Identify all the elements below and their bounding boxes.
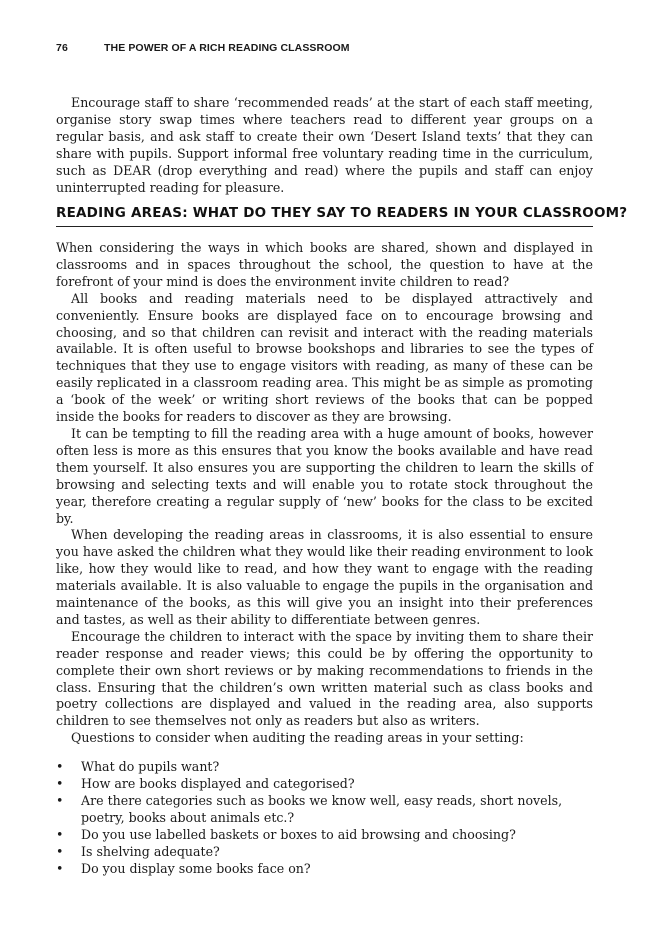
- body-paragraph: It can be tempting to fill the reading area with a huge amount of books, however often less is more as this ensures that you know the books available and have read them yourself. It also ensures you are supporting the children to learn the skills of browsing and selecting texts and will enable you to rotate stock throughout the year, therefore creating a regular supply of ‘new’ books for the class to be excited by.: [56, 425, 593, 526]
- section-heading-block: [56, 205, 628, 227]
- intro-section: [56, 95, 593, 196]
- body-paragraph: Encourage the children to interact with the space by inviting them to share their reader response and reader views; this could be by offering the opportunity to complete their own short reviews or by making recommendations to friends in the class. Ensuring that the children’s own written material such as class books and poetry collections are displayed and valued in the reading area, also supports children to see themselves not only as readers but also as writers.: [56, 628, 593, 729]
- list-item: [56, 844, 593, 861]
- bullet-icon: •: [56, 793, 64, 808]
- list-item: [56, 793, 593, 827]
- list-item-text: Do you use labelled baskets or boxes to aid browsing and choosing?: [81, 826, 516, 842]
- list-item-text: How are books displayed and categorised?: [81, 776, 355, 792]
- list-item: [56, 861, 593, 878]
- list-item: [56, 827, 593, 844]
- body-paragraph: All books and reading materials need to be displayed attractively and conveniently. Ensure books are displayed face on to encourage browsing and choosing, and so that children can revisit and interact with the reading materials available. It is often useful to browse bookshops and libraries to see the types of techniques that they use to engage visitors with reading, as many of these can be easily replicated in a classroom reading area. This might be as simple as promoting a ‘book of the week’ or writing short reviews of the books that can be popped inside the books for readers to discover as they are browsing.: [56, 290, 593, 425]
- questions-list: [56, 759, 593, 877]
- running-head-title: THE POWER OF A RICH READING CLASSROOM: [104, 42, 350, 54]
- list-item-text: Is shelving adequate?: [81, 843, 220, 859]
- list-item-text: Do you display some books face on?: [81, 860, 311, 876]
- list-item-text: Are there categories such as books we know well, easy reads, short novels, poetry, books about animals etc.?: [81, 793, 563, 825]
- body-paragraph: When developing the reading areas in classrooms, it is also essential to ensure you have asked the children what they would like their reading environment to look like, how they would like to read, and how they want to engage with the reading materials available. It is also valuable to engage the pupils in the organisation and maintenance of the books, as this will give you an insight into their preferences and tastes, as well as their ability to differentiate between genres.: [56, 527, 593, 627]
- list-item: [56, 776, 593, 793]
- bullet-icon: •: [56, 776, 64, 792]
- list-item: [56, 759, 593, 776]
- body-paragraph: When considering the ways in which books are shared, shown and displayed in classrooms and in spaces throughout the school, the question to have at the forefront of your mind is does the environment invite children to read?: [56, 240, 593, 289]
- running-head: [56, 42, 350, 54]
- bullet-icon: •: [56, 759, 64, 775]
- bullet-icon: •: [56, 843, 64, 859]
- bullet-icon: •: [56, 860, 64, 876]
- section-body: [56, 240, 593, 878]
- section-heading: READING AREAS: WHAT DO THEY SAY TO READERS IN YOUR CLASSROOM?: [56, 205, 593, 227]
- list-item-text: What do pupils want?: [81, 759, 220, 775]
- bullet-icon: •: [56, 826, 64, 842]
- intro-paragraph: Encourage staff to share ‘recommended reads’ at the start of each staff meeting, organise story swap times where teachers read to different year groups on a regular basis, and ask staff to create their own ‘Desert Island texts’ that they can share with pupils. Support informal free voluntary reading time in the curriculum, such as DEAR (drop everything and read) where the pupils and staff can enjoy uninterrupted reading for pleasure.: [56, 95, 593, 195]
- questions-intro: Questions to consider when auditing the reading areas in your setting:: [71, 730, 524, 746]
- page-number: 76: [56, 42, 68, 54]
